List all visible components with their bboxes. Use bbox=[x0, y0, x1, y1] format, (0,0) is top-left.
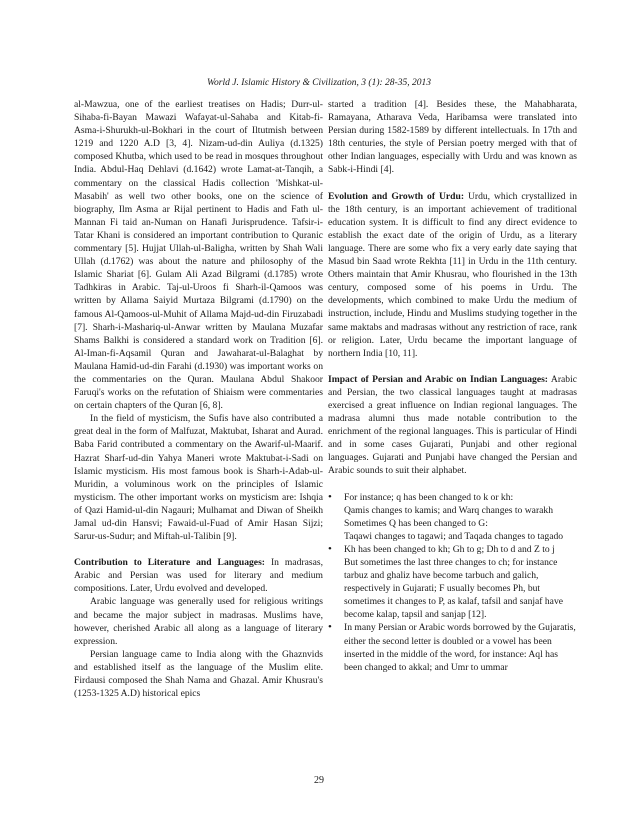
paragraph: al-Mawzua, one of the earliest treatises on Hadis; Durr-ul-Sihaba-fi-Bayan Mawazi Wafayat-ul-Sahaba and Kitab-fi-Asma-i-Shurukh-ul-Bokhari in the court of Iltutmish between 1219 and 1220 A.D [3, 4]. Nizam-ud-din Auliya (d.1325) composed Khutba, which used to be read in mosques throughout India. Abdul-Haq Dehlavi (d.1642) wrote Lamat-at-Tanqih, a commentary on the classical Hadis collection 'Mishkat-ul-Masabih' as well two other books, one on the science of biography, Ilm Asma ar Rijal pertinent to Hadis and Fath ul-Mannan Fi taid an-Numan on Hanafi Jurisprudence. Tafsir-i-Tatar Khani is considered an important contribution to Quranic commentary [5]. Hujjat Ullah-ul-Baligha, written by Shah Wali Ullah (d.1762) was about the nature and philosophy of the Islamic Shariat [6]. Gulam Ali Azad Bilgrami (d.1785) wrote Tadhkiras in Arabic. Taj-ul-Uroos fi Sharh-il-Qamoos was written by Allama Saiyid Murtaza Bilgrami (d.1790) on the famous Al-Qamoos-ul-Muhit of Allama Majd-ud-din Firuzabadi [7]. Sharh-i-Mashariq-ul-Anwar written by Maulana Muzafar Shams Balkhi is considered a standard work on Tradition [6]. Al-Iman-fi-Aqsamil Quran and Jawaharat-ul-Balaghat by Maulana Hamid-ud-din Farahi (d.1930) was important works on the commentaries on the Quran. Maulana Abdul Shakoor Faruqi's works on the refutation of Shiaism were commentaries on certain chapters of the Quran [6, 8]. bbox=[74, 99, 323, 412]
bullet-icon: • bbox=[328, 542, 332, 555]
page-number: 29 bbox=[314, 775, 324, 786]
bullet-item bbox=[328, 491, 577, 543]
bullet-line: Sometimes Q has been changed to G: bbox=[344, 517, 488, 529]
bullet-line: In many Persian or Arabic words borrowed by the Gujaratis, either the second letter is doubled or a vowel has been inserted in the middle of the word, for instance: Aql has been changed to akkal; and Umr to ummar bbox=[344, 622, 576, 673]
bullet-line: For instance; q has been changed to k or kh: bbox=[344, 491, 514, 503]
section-body: Arabic and Persian, the two classical languages taught at madrasas exercised a great influence on Indian regional languages. The madrasa alumni thus made notable contribution to the enrichment of the regional languages. This is particular of Hindi and in some cases Gujarati, Punjabi and other regional languages. Gujarati and Punjabi have changed the Persian and Arabic sounds to suit their alphabet. bbox=[328, 373, 577, 477]
paragraph: In the field of mysticism, the Sufis have also contributed a great deal in the form of Malfuzat, Maktubat, Isharat and Aurad. Baba Farid contributed a commentary on the Awarif-ul-Maarif. Hazrat Sharf-ud-din Yahya Maneri wrote Maktubat-i-Sadi on Islamic mysticism. His most famous book is Sharh-i-Adab-ul-Muridin, a voluminous work on the principles of Islamic mysticism. The other important works on mysticism are: Ishqia of Qazi Hamid-ul-din Nagauri; Mulhamat and Diwan of Sheikh Jamal ud-din Hansvi; Fawaid-ul-Fuad of Amir Hasan Sijzi; Sarur-us-Sudur; and Miftah-ul-Talibin [9]. bbox=[74, 413, 323, 543]
section-impact bbox=[328, 373, 577, 478]
running-header: World J. Islamic History & Civilization, 3 (1): 28-35, 2013 bbox=[207, 78, 431, 88]
section-heading: Impact of Persian and Arabic on Indian Languages: bbox=[328, 373, 549, 385]
section-urdu bbox=[328, 190, 577, 360]
section-body: Urdu, which crystallized in the 18th century, is an important achievement of traditional education system. It is difficult to find any direct evidence to establish the exact date of the origin of Urdu, as a literary language. There are some who fix a very early date saying that Masud bin Saad wrote Rekhta [11] in Urdu in the 11th century. Others maintain that Amir Khusrau, who flourished in the 13th century, composed some of his poems in Urdu. The developments, which combined to make Urdu the medium of instruction, include, Hindu and Muslims studying together in the same maktabs and madrasas without any restriction of race, rank or religion. Later, Urdu became the important language of northern India [10, 11]. bbox=[328, 190, 577, 359]
bullet-line: But sometimes the last three changes to ch; for instance tarbuz and ghaliz have become tarbuch and galich, respectively in Gujarati; F usually becomes Ph, but sometimes it changes to P, as kalaf, tafsil and sanjaf have become kalap, tapsil and sanjap [12]. bbox=[344, 557, 563, 621]
paragraph: started a tradition [4]. Besides these, the Mahabharata, Ramayana, Atharava Veda, Haribamsa were translated into Persian during 1582-1589 by different intellectuals. In 17th and 18th centuries, the style of Persian poetry merged with that of other Indian languages, especially with Urdu and was known as Sabk-i-Hindi [4]. bbox=[328, 99, 577, 176]
bullet-icon: • bbox=[328, 490, 332, 503]
left-column bbox=[74, 98, 323, 700]
bullet-icon: • bbox=[328, 621, 332, 634]
paragraph: Persian language came to India along with the Ghaznvids and established itself as the language of the Muslim elite. Firdausi composed the Shah Nama and Ghazal. Amir Khusrau's (1253-1325 A.D) historical epics bbox=[74, 648, 323, 700]
section-heading: Evolution and Growth of Urdu: bbox=[328, 190, 465, 202]
bullet-item bbox=[328, 621, 577, 673]
section-heading: Contribution to Literature and Languages: bbox=[74, 557, 265, 569]
section-contribution-literature bbox=[74, 556, 323, 595]
section-body: In madrasas, Arabic and Persian was used for literary and medium compositions. Later, Urdu evolved and developed. bbox=[74, 557, 323, 595]
bullet-item bbox=[328, 543, 577, 622]
bullet-list bbox=[328, 491, 577, 674]
paragraph: Arabic language was generally used for religious writings and became the major subject in madrasas. Muslims have, however, cherished Arabic all along as a language of literary expression. bbox=[74, 596, 323, 647]
bullet-line: Qamis changes to kamis; and Warq changes to warakh bbox=[344, 504, 553, 516]
bullet-line: Taqawi changes to tagawi; and Taqada changes to tagado bbox=[344, 530, 564, 542]
right-column bbox=[328, 98, 577, 674]
bullet-line: Kh has been changed to kh; Gh to g; Dh to d and Z to j bbox=[344, 543, 555, 555]
